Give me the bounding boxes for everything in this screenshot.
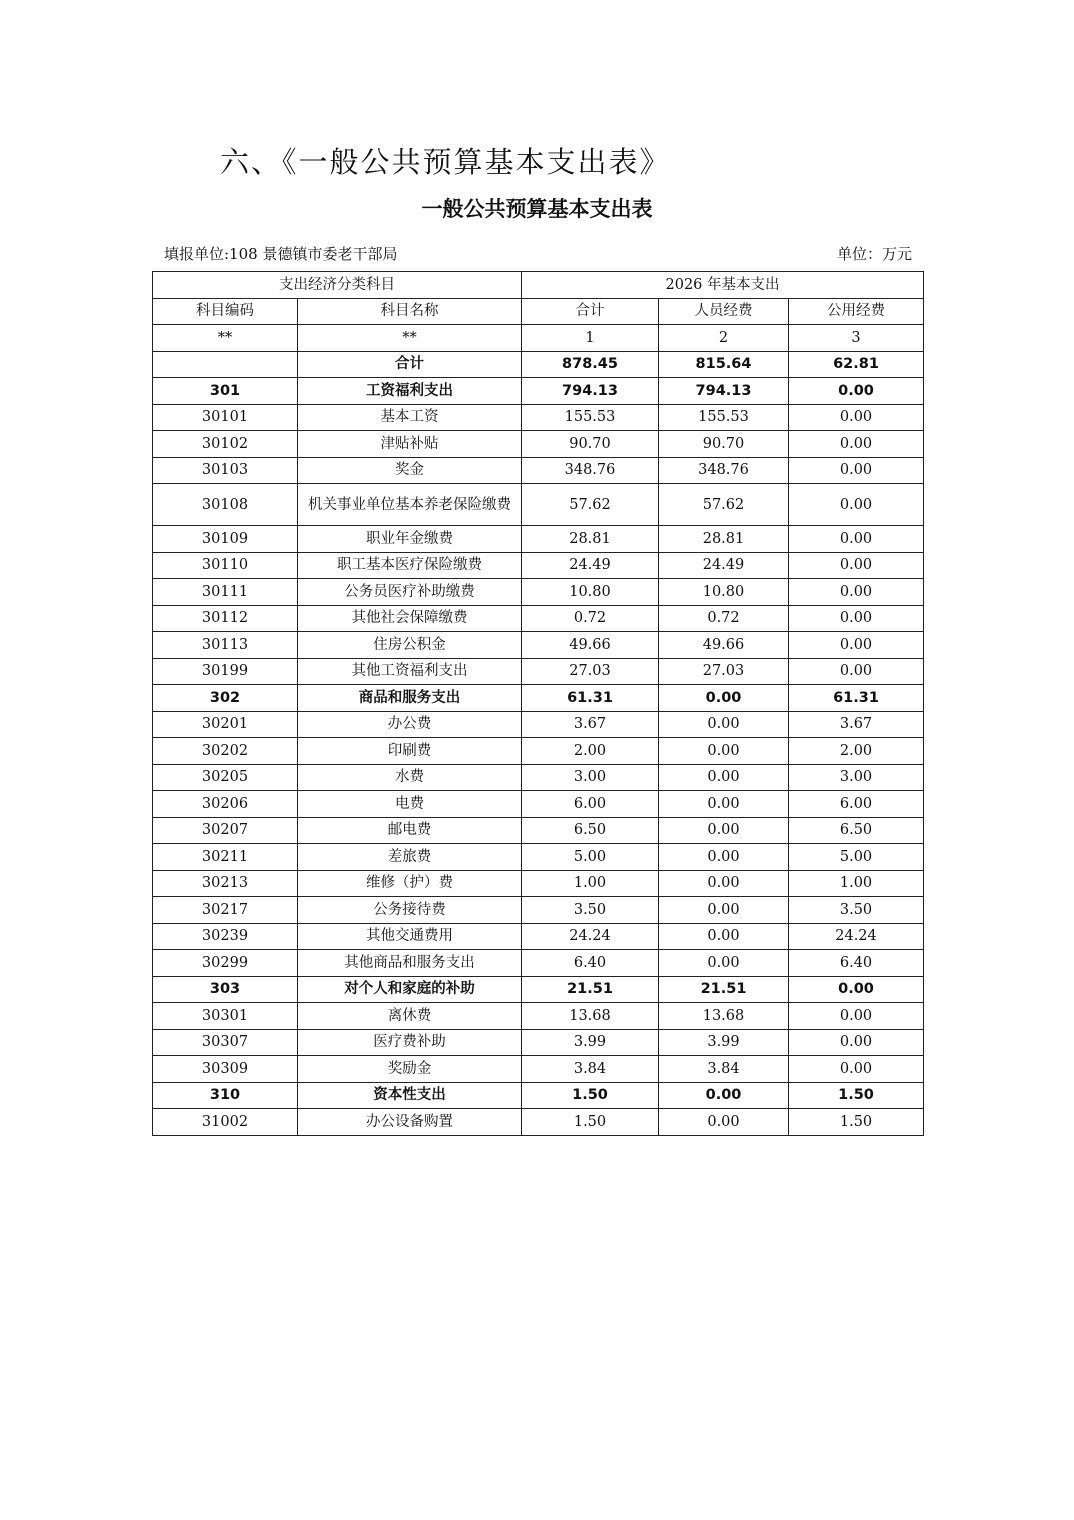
cell-public: 0.00 [789, 1056, 924, 1083]
table-row [153, 711, 924, 738]
cell-code: 30101 [153, 404, 298, 431]
table-row [153, 791, 924, 818]
cell-name: 其他商品和服务支出 [298, 950, 522, 977]
cell-name: 公务接待费 [298, 897, 522, 924]
cell-name: 离休费 [298, 1003, 522, 1030]
cell-code: 30102 [153, 431, 298, 458]
cell-public: 0.00 [789, 1003, 924, 1030]
unit-label: 单位：万元 [836, 245, 912, 263]
header-code: 科目编码 [153, 298, 298, 325]
cell-total: 1.50 [522, 1109, 659, 1136]
table-row [153, 764, 924, 791]
cell-total: 24.24 [522, 923, 659, 950]
cell-name: 其他工资福利支出 [298, 658, 522, 685]
cell-code: 30213 [153, 870, 298, 897]
table-row [153, 1056, 924, 1083]
cell-name: 维修（护）费 [298, 870, 522, 897]
cell-public: 0.00 [789, 632, 924, 659]
cell-name: 奖金 [298, 457, 522, 484]
cell-public: 1.50 [789, 1082, 924, 1109]
cell-personnel: 0.00 [659, 923, 789, 950]
table-row [153, 950, 924, 977]
header-index-row [153, 325, 924, 352]
table-row [153, 1082, 924, 1109]
table-row [153, 1029, 924, 1056]
table-row [153, 431, 924, 458]
cell-public: 3.67 [789, 711, 924, 738]
cell-total: 90.70 [522, 431, 659, 458]
cell-personnel: 57.62 [659, 484, 789, 526]
cell-public: 3.00 [789, 764, 924, 791]
cell-code: 30211 [153, 844, 298, 871]
cell-code: 30239 [153, 923, 298, 950]
cell-personnel: 0.00 [659, 1109, 789, 1136]
cell-public: 0.00 [789, 526, 924, 553]
cell-total: 0.72 [522, 605, 659, 632]
table-row [153, 658, 924, 685]
cell-name: 其他社会保障缴费 [298, 605, 522, 632]
cell-personnel: 794.13 [659, 378, 789, 405]
cell-name: 住房公积金 [298, 632, 522, 659]
cell-personnel: 0.00 [659, 1082, 789, 1109]
cell-name: 公务员医疗补助缴费 [298, 579, 522, 606]
cell-code: 30108 [153, 484, 298, 526]
cell-personnel: 0.00 [659, 791, 789, 818]
index-total: 1 [522, 325, 659, 352]
budget-table [152, 271, 924, 1136]
cell-total: 6.50 [522, 817, 659, 844]
cell-code: 30207 [153, 817, 298, 844]
cell-public: 0.00 [789, 484, 924, 526]
cell-code: 31002 [153, 1109, 298, 1136]
table-row [153, 457, 924, 484]
header-total: 合计 [522, 298, 659, 325]
cell-name: 机关事业单位基本养老保险缴费 [298, 484, 522, 526]
cell-personnel: 0.00 [659, 685, 789, 712]
cell-total: 57.62 [522, 484, 659, 526]
cell-total: 1.00 [522, 870, 659, 897]
cell-name: 办公费 [298, 711, 522, 738]
cell-personnel: 27.03 [659, 658, 789, 685]
cell-code: 30206 [153, 791, 298, 818]
table-row [153, 605, 924, 632]
table-row [153, 579, 924, 606]
index-public: 3 [789, 325, 924, 352]
cell-total: 794.13 [522, 378, 659, 405]
cell-code: 30111 [153, 579, 298, 606]
cell-name: 职业年金缴费 [298, 526, 522, 553]
table-row [153, 897, 924, 924]
table-row [153, 484, 924, 526]
cell-personnel: 348.76 [659, 457, 789, 484]
cell-code: 30205 [153, 764, 298, 791]
header-column-row [153, 298, 924, 325]
table-row [153, 1109, 924, 1136]
cell-name: 奖励金 [298, 1056, 522, 1083]
cell-public: 62.81 [789, 351, 924, 378]
section-heading: 六、《一般公共预算基本支出表》 [220, 145, 671, 179]
table-row [153, 632, 924, 659]
table-row [153, 685, 924, 712]
header-group-row [153, 272, 924, 299]
cell-total: 49.66 [522, 632, 659, 659]
cell-code: 30217 [153, 897, 298, 924]
table-row [153, 351, 924, 378]
cell-public: 0.00 [789, 552, 924, 579]
cell-name: 办公设备购置 [298, 1109, 522, 1136]
cell-name: 邮电费 [298, 817, 522, 844]
table-row [153, 738, 924, 765]
table-row [153, 404, 924, 431]
table-row [153, 923, 924, 950]
cell-code [153, 351, 298, 378]
cell-public: 3.50 [789, 897, 924, 924]
cell-name: 津贴补贴 [298, 431, 522, 458]
cell-public: 0.00 [789, 658, 924, 685]
table-row [153, 844, 924, 871]
cell-personnel: 10.80 [659, 579, 789, 606]
cell-code: 30299 [153, 950, 298, 977]
cell-public: 5.00 [789, 844, 924, 871]
cell-name: 差旅费 [298, 844, 522, 871]
cell-code: 30301 [153, 1003, 298, 1030]
index-personnel: 2 [659, 325, 789, 352]
cell-name: 商品和服务支出 [298, 685, 522, 712]
cell-personnel: 0.00 [659, 950, 789, 977]
cell-code: 30199 [153, 658, 298, 685]
cell-code: 30307 [153, 1029, 298, 1056]
header-public: 公用经费 [789, 298, 924, 325]
cell-public: 0.00 [789, 976, 924, 1003]
cell-personnel: 3.84 [659, 1056, 789, 1083]
cell-total: 3.50 [522, 897, 659, 924]
table-row [153, 870, 924, 897]
cell-personnel: 0.72 [659, 605, 789, 632]
cell-public: 1.50 [789, 1109, 924, 1136]
cell-name: 资本性支出 [298, 1082, 522, 1109]
cell-personnel: 49.66 [659, 632, 789, 659]
cell-code: 303 [153, 976, 298, 1003]
cell-public: 0.00 [789, 404, 924, 431]
cell-total: 155.53 [522, 404, 659, 431]
cell-total: 2.00 [522, 738, 659, 765]
cell-public: 0.00 [789, 605, 924, 632]
cell-public: 6.00 [789, 791, 924, 818]
cell-personnel: 13.68 [659, 1003, 789, 1030]
cell-public: 1.00 [789, 870, 924, 897]
cell-public: 0.00 [789, 1029, 924, 1056]
cell-total: 28.81 [522, 526, 659, 553]
cell-total: 5.00 [522, 844, 659, 871]
cell-name: 电费 [298, 791, 522, 818]
cell-personnel: 28.81 [659, 526, 789, 553]
reporting-unit: 填报单位:108 景德镇市委老干部局 [164, 245, 398, 263]
cell-personnel: 24.49 [659, 552, 789, 579]
cell-public: 61.31 [789, 685, 924, 712]
cell-code: 302 [153, 685, 298, 712]
cell-personnel: 0.00 [659, 764, 789, 791]
table-row [153, 526, 924, 553]
cell-total: 10.80 [522, 579, 659, 606]
cell-personnel: 815.64 [659, 351, 789, 378]
index-code: ** [153, 325, 298, 352]
cell-name: 医疗费补助 [298, 1029, 522, 1056]
table-row [153, 976, 924, 1003]
cell-public: 0.00 [789, 431, 924, 458]
cell-code: 30109 [153, 526, 298, 553]
table-body [153, 351, 924, 1135]
cell-personnel: 155.53 [659, 404, 789, 431]
cell-total: 61.31 [522, 685, 659, 712]
cell-public: 6.40 [789, 950, 924, 977]
cell-code: 301 [153, 378, 298, 405]
cell-name: 工资福利支出 [298, 378, 522, 405]
cell-personnel: 0.00 [659, 844, 789, 871]
cell-code: 30112 [153, 605, 298, 632]
cell-name: 印刷费 [298, 738, 522, 765]
cell-total: 27.03 [522, 658, 659, 685]
cell-total: 3.84 [522, 1056, 659, 1083]
table-row [153, 378, 924, 405]
cell-total: 878.45 [522, 351, 659, 378]
table-title: 一般公共预算基本支出表 [421, 196, 653, 221]
cell-personnel: 90.70 [659, 431, 789, 458]
cell-personnel: 3.99 [659, 1029, 789, 1056]
cell-public: 0.00 [789, 378, 924, 405]
cell-name: 合计 [298, 351, 522, 378]
header-name: 科目名称 [298, 298, 522, 325]
cell-total: 6.40 [522, 950, 659, 977]
cell-public: 0.00 [789, 457, 924, 484]
cell-code: 30202 [153, 738, 298, 765]
cell-code: 30103 [153, 457, 298, 484]
index-name: ** [298, 325, 522, 352]
header-year-group: 2026 年基本支出 [522, 272, 924, 299]
table-row [153, 552, 924, 579]
cell-code: 30113 [153, 632, 298, 659]
cell-code: 30309 [153, 1056, 298, 1083]
cell-total: 24.49 [522, 552, 659, 579]
cell-personnel: 0.00 [659, 711, 789, 738]
cell-name: 职工基本医疗保险缴费 [298, 552, 522, 579]
cell-public: 24.24 [789, 923, 924, 950]
cell-total: 3.99 [522, 1029, 659, 1056]
cell-public: 2.00 [789, 738, 924, 765]
cell-name: 对个人和家庭的补助 [298, 976, 522, 1003]
table-row [153, 817, 924, 844]
cell-code: 310 [153, 1082, 298, 1109]
cell-name: 基本工资 [298, 404, 522, 431]
cell-total: 13.68 [522, 1003, 659, 1030]
cell-personnel: 0.00 [659, 897, 789, 924]
cell-personnel: 0.00 [659, 870, 789, 897]
cell-total: 1.50 [522, 1082, 659, 1109]
cell-personnel: 21.51 [659, 976, 789, 1003]
table-row [153, 1003, 924, 1030]
cell-code: 30201 [153, 711, 298, 738]
cell-total: 6.00 [522, 791, 659, 818]
cell-public: 0.00 [789, 579, 924, 606]
cell-personnel: 0.00 [659, 738, 789, 765]
header-personnel: 人员经费 [659, 298, 789, 325]
cell-personnel: 0.00 [659, 817, 789, 844]
cell-public: 6.50 [789, 817, 924, 844]
cell-name: 其他交通费用 [298, 923, 522, 950]
header-category-group: 支出经济分类科目 [153, 272, 522, 299]
cell-total: 21.51 [522, 976, 659, 1003]
cell-total: 3.67 [522, 711, 659, 738]
cell-name: 水费 [298, 764, 522, 791]
cell-code: 30110 [153, 552, 298, 579]
cell-total: 348.76 [522, 457, 659, 484]
cell-total: 3.00 [522, 764, 659, 791]
